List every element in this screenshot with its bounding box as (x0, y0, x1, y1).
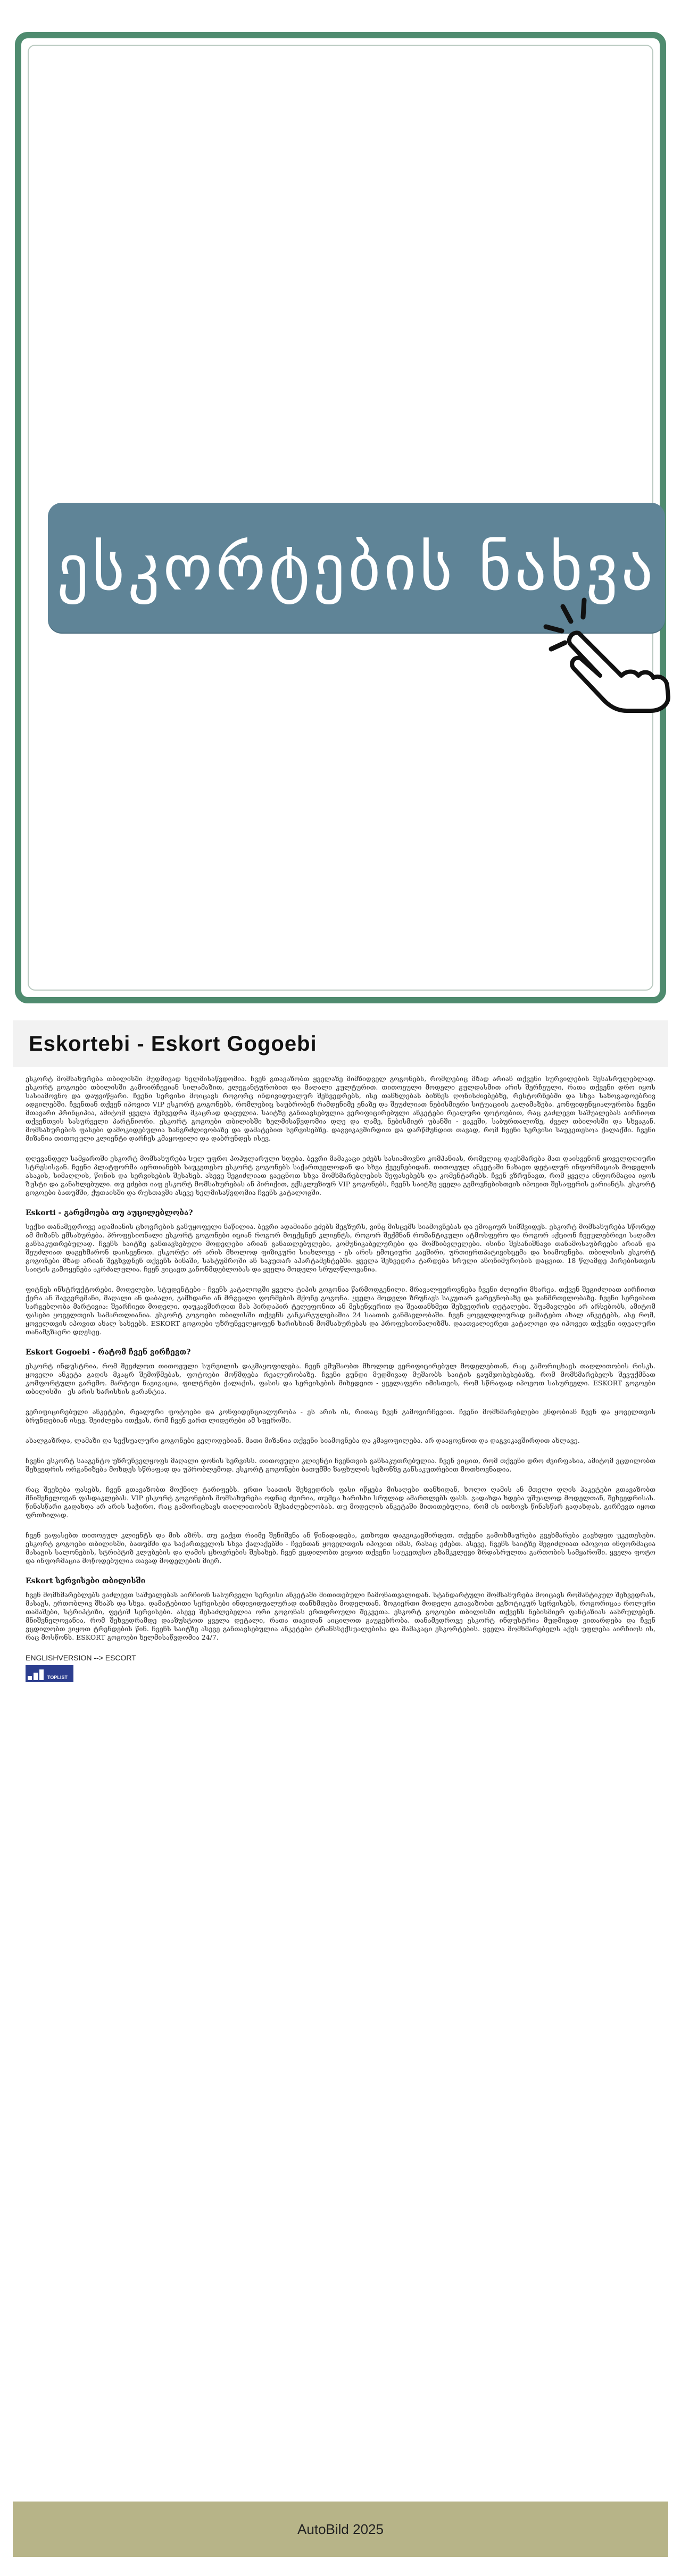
page-title: Eskortebi - Eskort Gogoebi (29, 1032, 317, 1056)
toplist-bar (34, 1673, 38, 1680)
toplist-bar (28, 1676, 32, 1680)
banner-cta-label: ესკორტების ნახვა (56, 531, 657, 604)
article-paragraph: ვერიფიცირებული ანკეტები, რეალური ფოტოები და კონფიდენციალურობა - ეს არის ის, რითაც ჩვენ გამოვირჩევით. ჩვენი მომხმარებლები ენდობიან ჩვენ და ყოველთვის ბრუნდებიან ისევ. შეიძლება ითქვას, რომ ჩვენ ვართ ლიდერები ამ სფეროში. (26, 1408, 655, 1424)
toplist-counter-badge[interactable] (26, 1665, 73, 1682)
section-heading: Eskorti - გარემოება თუ აუცილებლობა? (26, 1209, 193, 1217)
article-paragraph: ესკორტ ინდუსტრია, რომ შევძლოთ თითოეული სურვილის დაკმაყოფილება. ჩვენ ვმუშაობთ მხოლოდ ვერიფიცირებულ მოდელებთან, რაც გამორიცხავს თაღლითობის რისკს. ყოველი ანკეტა გადის მკაცრ შემოწმებას, ფოტოები მოწმდება რეალურობაზე. ჩვენი გუნდი მუდმივად მუშაობს საიტის გაუმჯობესებაზე, რომ მომხმარებელს შევუქმნათ კომფორტული გარემო. მარტივი ნავიგაცია, ფილტრები ქალაქის, ფასის და სერვისების მიხედვით - ყველაფერი იმისთვის, რომ სწრაფად იპოვოთ სასურველი. ESKORT გოგოები თბილისში - ეს არის ხარისხის გარანტია. (26, 1362, 655, 1395)
article-paragraph: ესკორტ მომსახურება თბილისში მუდმივად ხელმისაწვდომია. ჩვენ გთავაზობთ ყველაზე მიმზიდველ გოგონებს, რომლებიც მზად არიან თქვენი სურვილების შესასრულებლად. ესკორტ გოგოები თბილისში გამოირჩევიან სილამაზით, ელეგანტურობით და მაღალი კულტურით. თითოეული მოდელი გულდასმით არის შერჩეული, რათა თქვენი დრო იყოს სასიამოვნო და დაუვიწყარი. ჩვენი სერვისი მოიცავს როგორც ინდივიდუალურ შეხვედრებს, ისე თანხლებას ბიზნეს ღონისძიებებზე, რესტორნებში და სხვა საზოგადოებრივ ადგილებში. ჩვენთან თქვენ იპოვით VIP ესკორტ გოგონებს, რომლებიც საუბრობენ რამდენიმე ენაზე და შეუძლიათ ნებისმიერი სიტუაციის გალამაზება. კონფიდენციალურობა ჩვენი მთავარი პრინციპია, ამიტომ ყველა შეხვედრა მკაცრად დაცულია. საიტზე განთავსებულია ვერიფიცირებული ანკეტები რეალური ფოტოებით, რაც გაძლევთ საშუალებას აირჩიოთ თქვენთვის სასურველი პარტნიორი. ესკორტ გოგოები თბილისში ხელმისაწვდომია დღე და ღამე, ნებისმიერ უბანში - ვაკეში, საბურთალოზე, ძველ თბილისში და სხვაგან. მომსახურების ფასები დამოკიდებულია ხანგრძლივობაზე და დამატებით სერვისებზე. დაგვიკავშირდით და დარწმუნდით თავად, რომ ჩვენი სერვისი საუკეთესოა ქალაქში. ჩვენი მიზანია თითოეული კლიენტი დარჩეს კმაყოფილი და დაბრუნდეს ისევ. (26, 1075, 655, 1142)
article-paragraph: დღევანდელ სამყაროში ესკორტ მომსახურება სულ უფრო პოპულარული ხდება. ბევრი მამაკაცი ეძებს სასიამოვნო კომპანიას, რომელიც დაეხმარება მათ დაისვენონ ყოველდღიური სტრესისგან. ჩვენი პლატფორმა აერთიანებს საუკეთესო ესკორტ გოგონებს საქართველოდან და სხვა ქვეყნებიდან. თითოეულ ანკეტაში ნახავთ დეტალურ ინფორმაციას მოდელის ასაკის, სიმაღლის, წონის და სერვისების შესახებ. ასევე შეგიძლიათ გაეცნოთ სხვა მომხმარებლების შეფასებებს და კომენტარებს. ჩვენ ვზრუნავთ, რომ ყველა ინფორმაცია იყოს ზუსტი და განახლებული. თუ ეძებთ იაფ ესკორტ მომსახურებას ან პირიქით, ექსკლუზიურ VIP გოგონებს, ჩვენს საიტზე ყველა გემოვნებისთვის იპოვით შესაფერის ვარიანტს. ესკორტ გოგოები ბათუმში, ქუთაისში და რუსთავში ასევე ხელმისაწვდომია ჩვენს კატალოგში. (26, 1154, 655, 1196)
footer-text: AutoBild 2025 (297, 2521, 384, 2537)
article-paragraph: რაც შეეხება ფასებს, ჩვენ გთავაზობთ მოქნილ ტარიფებს. ერთი საათის შეხვედრის ფასი იწყება მისაღები თანხიდან, ხოლო ღამის ან მთელი დღის პაკეტები გთავაზობთ მნიშვნელოვან ფასდაკლებას. VIP ესკორტ გოგონების მომსახურება ოდნავ ძვირია, თუმცა ხარისხი სრულად ამართლებს ფასს. გადახდა ხდება უშუალოდ მოდელთან, შეხვედრისას. წინასწარი გადახდა არ არის საჭირო, რაც გამორიცხავს თაღლითობის შესაძლებლობას. თუ მოდელის ანკეტაში მითითებულია, რომ ის ითხოვს წინასწარ გადახდას, გირჩევთ იყოთ ფრთხილად. (26, 1485, 655, 1519)
section-heading: Eskort სერვისები თბილისში (26, 1577, 146, 1585)
pointing-hand-click-icon (542, 596, 675, 713)
article-paragraph: ჩვენი ესკორტ სააგენტო უზრუნველყოფს მაღალი დონის სერვისს. თითოეული კლიენტი ჩვენთვის განსაკუთრებულია. ჩვენ ვიცით, რომ თქვენი დრო ძვირფასია, ამიტომ ვცდილობთ შეხვედრის ორგანიზება მოხდეს სწრაფად და უპრობლემოდ. ესკორტ გოგონები ბათუმში ზაფხულის სეზონზე განსაკუთრებით მოთხოვნადია. (26, 1457, 655, 1473)
article-paragraph: ჩვენ მომხმარებლებს ვაძლევთ საშუალებას აირჩიონ სასურველი სერვისი ანკეტაში მითითებული ჩამონათვალიდან. სტანდარტული მომსახურება მოიცავს რომანტიკულ შეხვედრას, მასაჟს, ერთობლივ შხაპს და სხვა. დამატებითი სერვისები ინდივიდუალურად თანხმდება მოდელთან. ზოგიერთი მოდელი გთავაზობთ ეგზოტიკურ სერვისებს, როგორიცაა როლური თამაშები, სტრიპტიზი, ფეტიშ სერვისები. ასევე შესაძლებელია ორი გოგონას ერთდროული შეკვეთა. ესკორტ გოგოები თბილისში თქვენს ნებისმიერ ფანტაზიას აასრულებენ. მნიშვნელოვანია, რომ შეხვედრამდე დააზუსტოთ ყველა დეტალი, რათა თავიდან აიცილოთ გაუგებრობა. თანამედროვე ესკორტ ინდუსტრია მუდმივად ვითარდება და ჩვენ ვცდილობთ ვიყოთ ტრენდების წინ. ჩვენს საიტზე ასევე განთავსებულია ანკეტები ტრანსსექსუალებისა და მამაკაცი ესკორტების. ყველა მომხმარებელს აქვს უფლება აირჩიოს ის, რაც მოსწონს. ESKORT გოგოები ხელმისაწვდომია 24/7. (26, 1591, 655, 1641)
page-title-band (13, 1020, 668, 1067)
toplist-label: TOPLIST (47, 1675, 68, 1680)
language-switch-label: ENGLISHVERSION --> ESCORT (26, 1653, 136, 1662)
toplist-bar (39, 1669, 44, 1680)
language-switch-link[interactable] (26, 1653, 655, 1662)
banner[interactable] (15, 32, 666, 1003)
article-paragraph: ჩვენ ვაფასებთ თითოეულ კლიენტს და მის აზრს. თუ გაქვთ რაიმე შენიშვნა ან წინადადება, გთხოვთ დაგვიკავშირდეთ. თქვენი გამოხმაურება გვეხმარება გავხდეთ უკეთესები. ესკორტ გოგოები თბილისში, ბათუმში და საქართველოს სხვა ქალაქებში - ჩვენთან ყოველთვის იპოვით იმას, რასაც ეძებთ. ასევე, ჩვენს საიტზე შეგიძლიათ იპოვოთ ინფორმაცია მასაჟის სალონების, სტრიპტიზ კლუბების და ღამის ცხოვრების შესახებ. ჩვენ ვცდილობთ ვიყოთ თქვენი საუკეთესო გზამკვლევი ზრდასრულთა გართობის სამყაროში. ყველა ფოტო და ინფორმაცია მოწოდებულია თავად მოდელების მიერ. (26, 1531, 655, 1565)
article-body (13, 1075, 668, 2490)
section-heading: Eskort Gogoebi - რატომ ჩვენ ვირჩევთ? (26, 1348, 191, 1357)
footer (13, 2502, 668, 2557)
article-paragraph: ფიტნეს ინსტრუქტორები, მოდელები, სტუდენტები - ჩვენს კატალოგში ყველა ტიპის გოგონაა წარმოდგენილი. მრავალფეროვნება ჩვენი ძლიერი მხარეა. თქვენ შეგიძლიათ აირჩიოთ ქერა ან შავგვრემანი, მაღალი ან დაბალი, გამხდარი ან მრგვალი ფორმების მქონე გოგონა. ყველა მოდელი ზრუნავს საკუთარ გარეგნობაზე და ჯანმრთელობაზე. ჩვენი სერვისით სარგებლობა მარტივია: შეარჩიეთ მოდელი, დაუკავშირდით მას პირდაპირ ტელეფონით ან მესენჯერით და შეათანხმეთ შეხვედრის დეტალები. შუამავლები არ არსებობს, ამიტომ ფასები ყოველთვის სამართლიანია. ესკორტ გოგოები თბილისში თქვენს განკარგულებაშია 24 საათის განმავლობაში. ჩვენ ყოველდღიურად ვამატებთ ახალ ანკეტებს, ასე რომ, ყოველთვის იპოვით ახალ სახეებს. ESKORT გოგოები უზრუნველყოფენ ხარისხიან მომსახურებას და პროფესიონალიზმს. დაათვალიერეთ კატალოგი და იპოვეთ თქვენი იდეალური თანამგზავრი დღესვე. (26, 1285, 655, 1336)
article-paragraph: ახალგაზრდა, ლამაზი და სექსუალური გოგონები გელოდებიან. მათი მიზანია თქვენი სიამოვნება და კმაყოფილება. არ დააყოვნოთ და დაგვიკავშირდით ახლავე. (26, 1436, 580, 1444)
article-paragraph: სექსი თანამედროვე ადამიანის ცხოვრების განუყოფელი ნაწილია. ბევრი ადამიანი ეძებს მეგზურს, ვინც მისცემს სიამოვნებას და ემოციურ სიმშვიდეს. ესკორტ მომსახურება სწორედ ამ მიზანს ემსახურება. პროფესიონალი ესკორტ გოგონები იციან როგორ მოექცნენ კლიენტს, როგორ შექმნან რომანტიკული ატმოსფერო და როგორ აქციონ ჩვეულებრივი საღამო განსაკუთრებულად. ჩვენს საიტზე განთავსებული მოდელები არიან განათლებულები, კომუნიკაბელურები და მომხიბვლელები. ისინი შესანიშნავი თანამოსაუბრეები არიან და შეუძლიათ დაგეხმარონ დაისვენოთ. ესკორტი არ არის მხოლოდ ფიზიკური სიახლოვე - ეს არის ემოციური კავშირი, ურთიერთპატივისცემა და სიამოვნება. თბილისის ესკორტ გოგონები მზად არიან შეგხვდნენ თქვენს ბინაში, სასტუმროში ან საკუთარ აპარტამენტებში. ყველა შეხვედრა ტარდება სრული ანონიმურობის დაცვით. 18 წლამდე პირებისთვის საიტის გამოყენება აკრძალულია. ჩვენ ვიცავთ კანონმდებლობას და ყველა მოდელი სრულწლოვანია. (26, 1223, 655, 1273)
